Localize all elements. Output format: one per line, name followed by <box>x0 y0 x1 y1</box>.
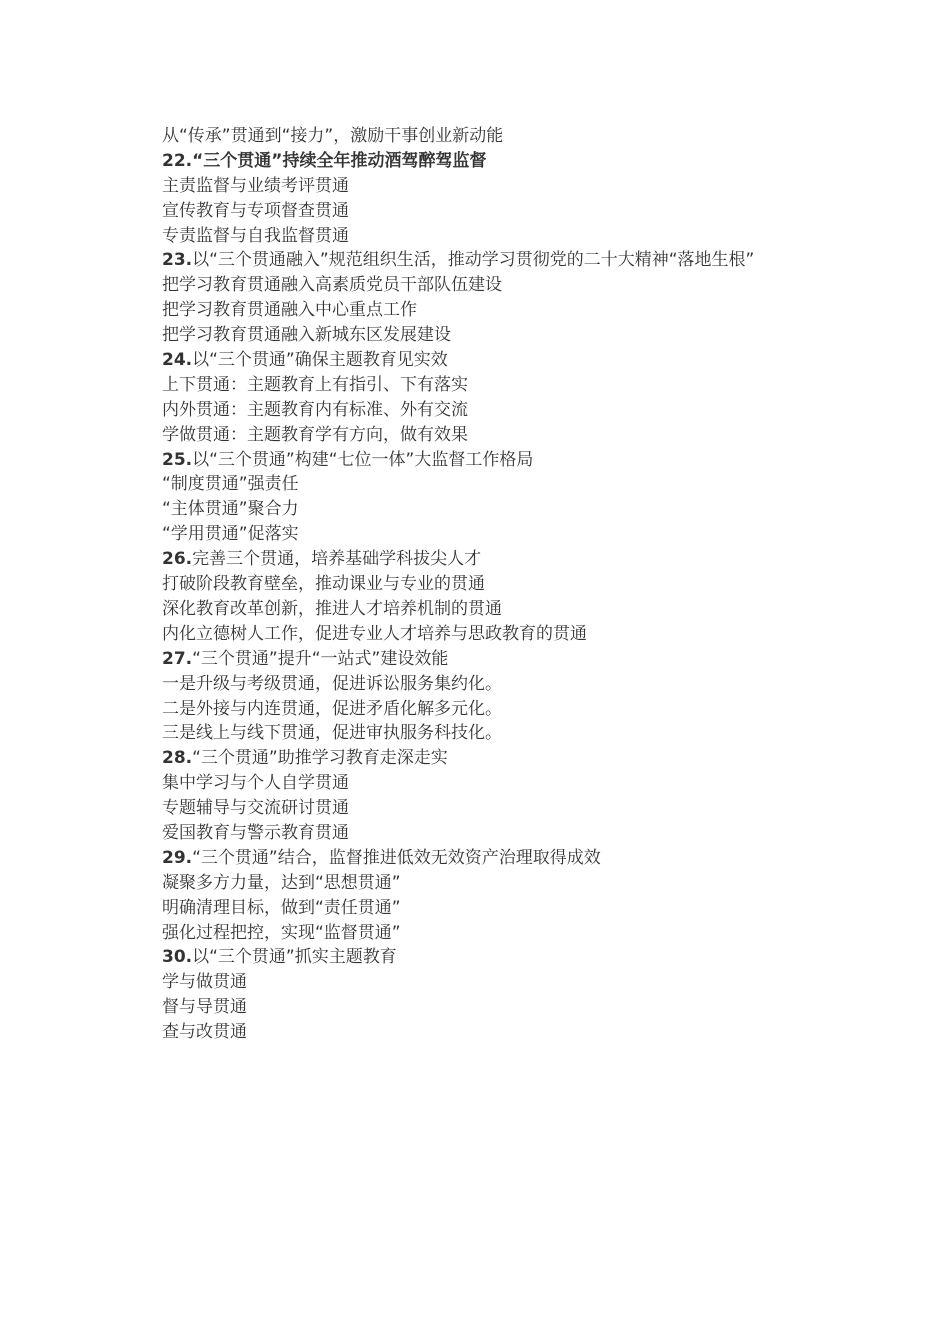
line-text: 专题辅导与交流研讨贯通 <box>162 798 349 819</box>
list-item <box>122 174 822 199</box>
list-item <box>122 697 822 722</box>
list-item <box>122 373 822 398</box>
line-text: 明确清理目标，做到“责任贯通” <box>162 897 401 918</box>
section-number: 27. <box>162 648 193 669</box>
line-text: 内外贯通：主题教育内有标准、外有交流 <box>162 399 468 420</box>
line-text: “主体贯通”聚合力 <box>162 499 299 520</box>
line-text: 以“三个贯通融入”规范组织生活，推动学习贯彻党的二十大精神“落地生根” <box>192 250 755 271</box>
section-heading <box>122 149 822 174</box>
section-heading <box>122 945 822 970</box>
section-number: 25. <box>162 449 193 470</box>
list-item <box>122 224 822 249</box>
line-text: 宣传教育与专项督查贯通 <box>162 200 349 221</box>
list-item <box>122 323 822 348</box>
line-text: 查与改贯通 <box>162 1022 247 1043</box>
list-item <box>122 896 822 921</box>
line-text: “三个贯通”结合，监督推进低效无效资产治理取得成效 <box>192 847 601 868</box>
section-number: 23. <box>162 250 193 271</box>
line-text: 集中学习与个人自学贯通 <box>162 773 349 794</box>
line-text: 以“三个贯通”确保主题教育见实效 <box>192 350 448 371</box>
list-item <box>122 1020 822 1045</box>
line-text: 学与做贯通 <box>162 972 247 993</box>
list-item <box>122 821 822 846</box>
line-text: 学做贯通：主题教育学有方向，做有效果 <box>162 424 468 445</box>
section-number: 30. <box>162 947 193 968</box>
line-text: 爱国教育与警示教育贯通 <box>162 822 349 843</box>
line-text: 深化教育改革创新，推进人才培养机制的贯通 <box>162 598 502 619</box>
section-heading <box>122 647 822 672</box>
list-item <box>122 597 822 622</box>
line-text: 打破阶段教育壁垒，推动课业与专业的贯通 <box>162 574 485 595</box>
section-heading <box>122 348 822 373</box>
document-body <box>122 124 822 1045</box>
line-text: 把学习教育贯通融入中心重点工作 <box>162 300 417 321</box>
line-text: “学用贯通”促落实 <box>162 524 299 545</box>
list-item <box>122 199 822 224</box>
list-item <box>122 298 822 323</box>
list-item <box>122 124 822 149</box>
line-text: “三个贯通”提升“一站式”建设效能 <box>192 648 449 669</box>
list-item <box>122 995 822 1020</box>
section-number: 22. <box>162 150 193 171</box>
section-heading <box>122 746 822 771</box>
list-item <box>122 572 822 597</box>
line-text: 完善三个贯通，培养基础学科拔尖人才 <box>192 549 482 570</box>
section-number: 24. <box>162 350 193 371</box>
line-text: 把学习教育贯通融入新城东区发展建设 <box>162 325 451 346</box>
section-heading <box>122 846 822 871</box>
list-item <box>122 273 822 298</box>
list-item <box>122 522 822 547</box>
line-text: 以“三个贯通”抓实主题教育 <box>192 947 397 968</box>
section-number: 26. <box>162 549 193 570</box>
list-item <box>122 921 822 946</box>
section-heading <box>122 547 822 572</box>
line-text: 把学习教育贯通融入高素质党员干部队伍建设 <box>162 275 502 296</box>
section-number: 29. <box>162 847 193 868</box>
list-item <box>122 771 822 796</box>
list-item <box>122 497 822 522</box>
line-text: 上下贯通：主题教育上有指引、下有落实 <box>162 374 468 395</box>
list-item <box>122 871 822 896</box>
line-text: 主责监督与业绩考评贯通 <box>162 175 349 196</box>
line-text: “制度贯通”强责任 <box>162 474 299 495</box>
list-item <box>122 472 822 497</box>
line-text: 专责监督与自我监督贯通 <box>162 225 349 246</box>
line-text: “三个贯通”助推学习教育走深走实 <box>192 748 448 769</box>
line-text: 三是线上与线下贯通，促进审执服务科技化。 <box>162 723 502 744</box>
line-text: 二是外接与内连贯通，促进矛盾化解多元化。 <box>162 698 502 719</box>
list-item <box>122 423 822 448</box>
section-heading <box>122 448 822 473</box>
section-heading <box>122 248 822 273</box>
line-text: 一是升级与考级贯通，促进诉讼服务集约化。 <box>162 673 502 694</box>
list-item <box>122 622 822 647</box>
section-number: 28. <box>162 748 193 769</box>
line-text: 内化立德树人工作，促进专业人才培养与思政教育的贯通 <box>162 623 587 644</box>
list-item <box>122 721 822 746</box>
line-text: “三个贯通”持续全年推动酒驾醉驾监督 <box>192 150 487 171</box>
line-text: 督与导贯通 <box>162 997 247 1018</box>
list-item <box>122 398 822 423</box>
list-item <box>122 970 822 995</box>
list-item <box>122 672 822 697</box>
line-text: 强化过程把控，实现“监督贯通” <box>162 922 401 943</box>
line-text: 从“传承”贯通到“接力”，激励干事创业新动能 <box>162 126 504 146</box>
list-item <box>122 796 822 821</box>
line-text: 以“三个贯通”构建“七位一体”大监督工作格局 <box>192 449 534 470</box>
line-text: 凝聚多方力量，达到“思想贯通” <box>162 872 401 893</box>
